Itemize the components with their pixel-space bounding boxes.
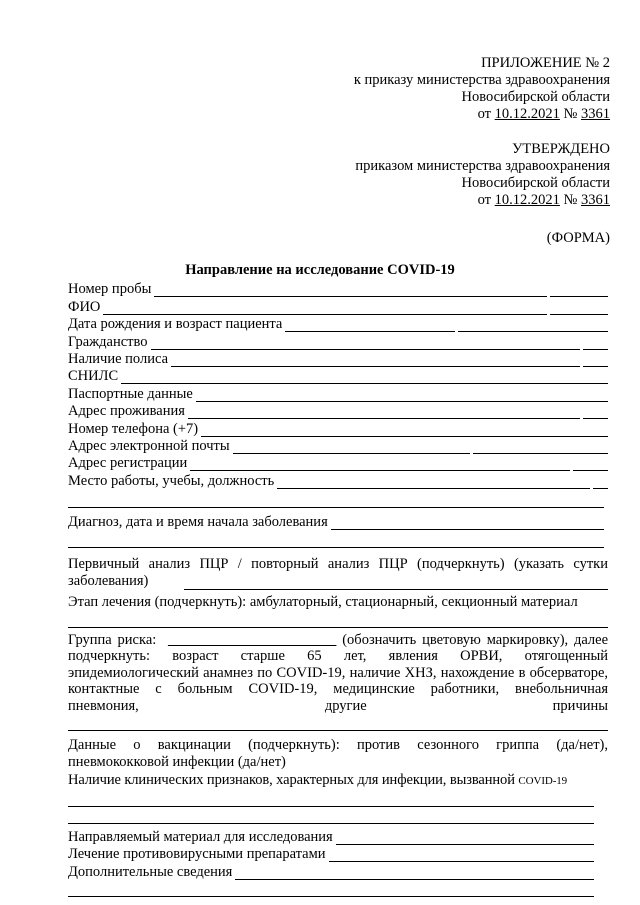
blank-line[interactable]: [68, 493, 604, 508]
field-passport[interactable]: Паспортные данные: [68, 384, 608, 401]
appendix-number: ПРИЛОЖЕНИЕ № 2: [481, 55, 610, 71]
blank-line[interactable]: [68, 533, 604, 548]
blank-line[interactable]: [68, 716, 608, 731]
appendix-date-line: от 10.12.2021 № 3361: [477, 106, 610, 122]
form-label: (ФОРМА): [546, 230, 610, 246]
clinical-signs-text: Наличие клинических признаков, характерных для инфекции, вызванной COVID-19: [68, 772, 568, 789]
field-diagnosis[interactable]: Диагноз, дата и время начала заболевания: [68, 513, 608, 530]
approval-order-number: 3361: [581, 192, 610, 208]
field-line[interactable]: [154, 284, 547, 297]
form-body: [68, 280, 608, 897]
field-birth-date-age[interactable]: Дата рождения и возраст пациента: [68, 315, 608, 332]
appendix-region: Новосибирской области: [461, 89, 610, 105]
field-material[interactable]: Направляемый материал для исследования: [68, 828, 594, 845]
blank-line[interactable]: [68, 882, 594, 897]
blank-line[interactable]: [68, 809, 594, 824]
field-snils[interactable]: СНИЛС: [68, 367, 608, 384]
approval-header: [355, 141, 610, 209]
field-antiviral[interactable]: Лечение противовирусными препаратами: [68, 845, 594, 862]
approval-order-line: приказом министерства здравоохранения: [355, 158, 610, 174]
approval-date: 10.12.2021: [494, 192, 560, 208]
field-sample-number[interactable]: Номер пробы: [68, 280, 608, 297]
approval-date-line: от 10.12.2021 № 3361: [477, 192, 610, 208]
risk-color-field[interactable]: [168, 632, 337, 648]
approval-title: УТВЕРЖДЕНО: [512, 141, 610, 157]
approval-region: Новосибирской области: [461, 175, 610, 191]
field-additional[interactable]: Дополнительные сведения: [68, 862, 594, 879]
appendix-header: [354, 55, 610, 123]
blank-line[interactable]: [68, 792, 594, 807]
field-policy[interactable]: Наличие полиса: [68, 350, 608, 367]
risk-group-text: Группа риска: (обозначить цветовую маркировку), далее подчеркнуть: возраст старше 65 лет, явления ОРВИ, отягощенный эпидемиологический анамнез по COVID-19, наличие ХНЗ, нахождение в обсерваторе, контактные с больным COVID-19, медицинские работники, внебольничная пневмония, другие причины: [68, 631, 609, 714]
treatment-stage-text: Этап лечения (подчеркнуть): амбулаторный, стационарный, секционный материал: [68, 594, 578, 611]
vaccination-text: Данные о вакцинации (подчеркнуть): против сезонного гриппа (да/нет), пневмококковой инфекции (да/нет): [68, 737, 608, 770]
field-registration-address[interactable]: Адрес регистрации: [68, 454, 608, 471]
field-residence-address[interactable]: Адрес проживания: [68, 402, 608, 419]
form-title: Направление на исследование COVID-19: [185, 262, 455, 278]
field-email[interactable]: Адрес электронной почты: [68, 437, 608, 454]
blank-line[interactable]: [68, 613, 608, 628]
field-phone[interactable]: Номер телефона (+7): [68, 419, 608, 436]
field-citizenship[interactable]: Гражданство: [68, 332, 608, 349]
field-fio[interactable]: ФИО: [68, 297, 608, 314]
appendix-date: 10.12.2021: [494, 106, 560, 122]
pcr-text: Первичный анализ ПЦР / повторный анализ ПЦР (подчеркнуть) (указать сутки заболевания): [68, 556, 608, 589]
appendix-order-number: 3361: [581, 106, 610, 122]
pcr-days-line[interactable]: [184, 575, 608, 590]
field-workplace[interactable]: Место работы, учебы, должность: [68, 471, 608, 488]
appendix-order-line: к приказу министерства здравоохранения: [353, 72, 610, 88]
